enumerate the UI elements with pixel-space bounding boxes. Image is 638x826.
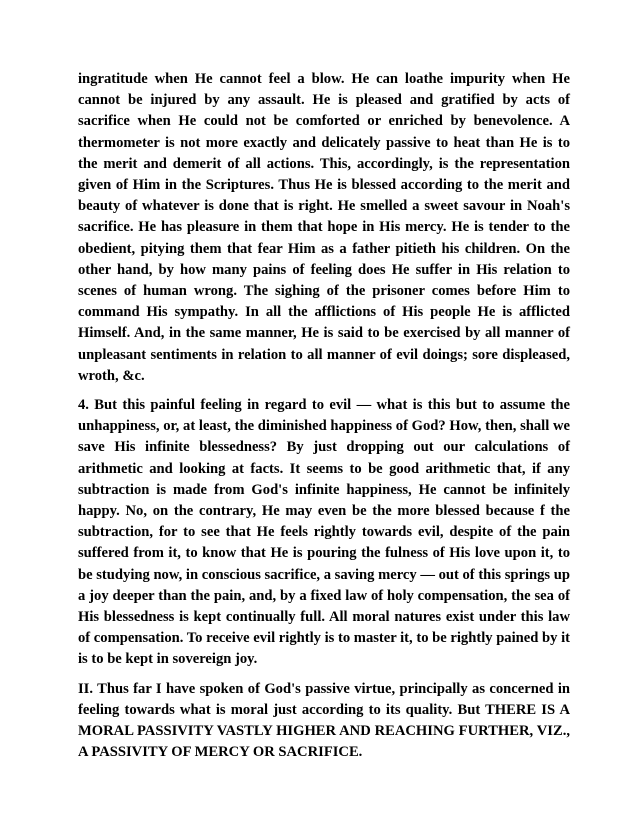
document-page (78, 69, 570, 772)
paragraph-continuation: ingratitude when He cannot feel a blow. He can loathe impurity when He cannot be injured by any assault. He is pleased and gratified by acts of sacrifice when He could not be comforted or enriched by benevolence. A thermometer is not more exactly and delicately passive to heat than He is to the merit and demerit of all actions. This, accordingly, is the representation given of Him in the Scriptures. Thus He is blessed according to the merit and beauty of whatever is done that is right. He smelled a sweet savour in Noah's sacrifice. He has pleasure in them that hope in His mercy. He is tender to the obedient, pitying them that fear Him as a father pitieth his children. On the other hand, by how many pains of feeling does He suffer in His relation to scenes of human wrong. The sighing of the prisoner comes before Him to command His sympathy. In all the afflictions of His people He is afflicted Himself. And, in the same manner, He is said to be exercised by all manner of unpleasant sentiments in relation to all manner of evil doings; sore displeased, wroth, &c. (78, 71, 570, 384)
paragraph-point-4: 4. But this painful feeling in regard to evil — what is this but to assume the unhappiness, or, at least, the diminished happiness of God? How, then, shall we save His infinite blessedness? By just dropping out our calculations of arithmetic and looking at facts. It seems to be good arithmetic that, if any subtraction is made from God's infinite happiness, He cannot be infinitely happy. No, on the contrary, He may even be the more blessed because f the subtraction, for to see that He feels rightly towards evil, despite of the pain suffered from it, to know that He is pouring the fulness of His love upon it, to be studying now, in conscious sacrifice, a saving mercy — out of this springs up a joy deeper than the pain, and, by a fixed law of holy compensation, the sea of His blessedness is kept continually full. All moral natures exist under this law of compensation. To receive evil rightly is to master it, to be rightly pained by it is to be kept in sovereign joy. (78, 397, 570, 668)
paragraph-section-ii: II. Thus far I have spoken of God's passive virtue, principally as concerned in feeling towards what is moral just according to its quality. But THERE IS A MORAL PASSIVITY VASTLY HIGHER AND REACHING FURTHER, VIZ., A PASSIVITY OF MERCY OR SACRIFICE. (78, 680, 570, 761)
